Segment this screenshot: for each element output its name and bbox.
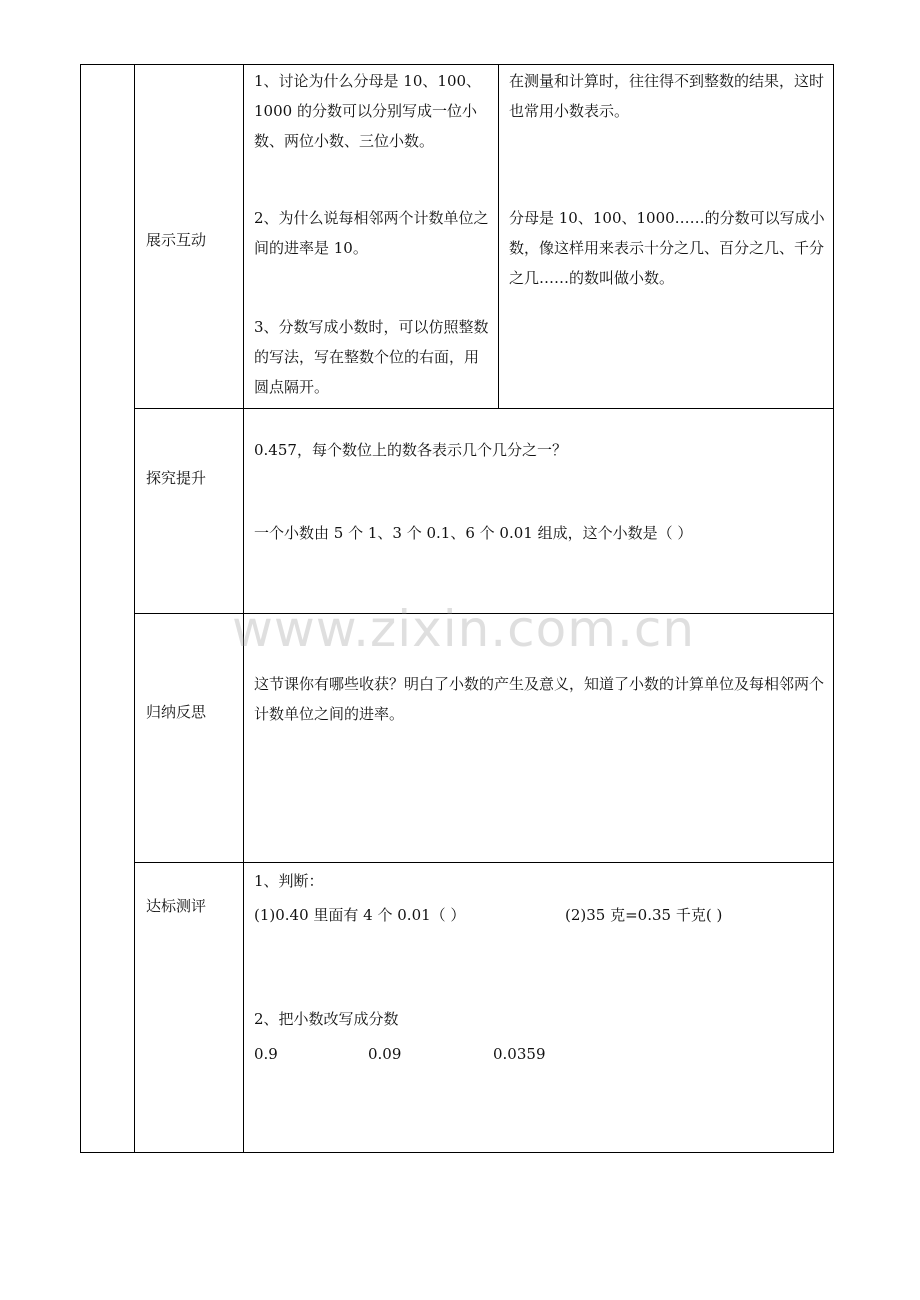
summary-text: 这节课你有哪些收获？明白了小数的产生及意义，知道了小数的计算单位及每相邻两个计数单位之间的进率。 — [254, 675, 825, 723]
test-item-2: (2)35 克=0.35 千克( ) — [565, 906, 723, 924]
test-value-1: 0.9 — [254, 1045, 278, 1063]
display-answer-2: 分母是 10、100、1000……的分数可以写成小数，像这样用来表示十分之几、百分之几、千分之几……的数叫做小数。 — [509, 209, 825, 287]
test-heading-2: 2、把小数改写成分数 — [254, 1010, 399, 1028]
display-answer-1: 在测量和计算时，往往得不到整数的结果，这时也常用小数表示。 — [509, 72, 825, 120]
test-value-3: 0.0359 — [493, 1045, 546, 1063]
section-label-test: 达标测评 — [146, 897, 207, 915]
row-divider-3 — [134, 862, 834, 863]
table-border-bottom — [80, 1152, 834, 1153]
display-question-3: 3、分数写成小数时，可以仿照整数的写法，写在整数个位的右面，用圆点隔开。 — [254, 318, 489, 396]
section-label-display: 展示互动 — [146, 231, 207, 249]
display-question-1: 1、讨论为什么分母是 10、100、1000 的分数可以分别写成一位小数、两位小数、三位小数。 — [254, 72, 482, 150]
table-border-right — [833, 64, 834, 1153]
test-heading-1: 1、判断： — [254, 872, 324, 890]
explore-line-2: 一个小数由 5 个 1、3 个 0.1、6 个 0.01 组成，这个小数是（ ） — [254, 524, 693, 542]
column-divider-3 — [498, 64, 499, 408]
test-value-2: 0.09 — [368, 1045, 402, 1063]
watermark-text: www.zixin.com.cn — [232, 600, 696, 658]
explore-line-1: 0.457，每个数位上的数各表示几个几分之一？ — [254, 441, 567, 459]
row-divider-1 — [134, 408, 834, 409]
test-item-1: (1)0.40 里面有 4 个 0.01（ ） — [254, 906, 466, 924]
table-border-left — [80, 64, 81, 1153]
table-border-top — [80, 64, 834, 65]
display-question-2: 2、为什么说每相邻两个计数单位之间的进率是 10。 — [254, 209, 489, 257]
column-divider-1 — [134, 64, 135, 1153]
section-label-explore: 探究提升 — [146, 469, 207, 487]
section-label-summary: 归纳反思 — [146, 703, 207, 721]
